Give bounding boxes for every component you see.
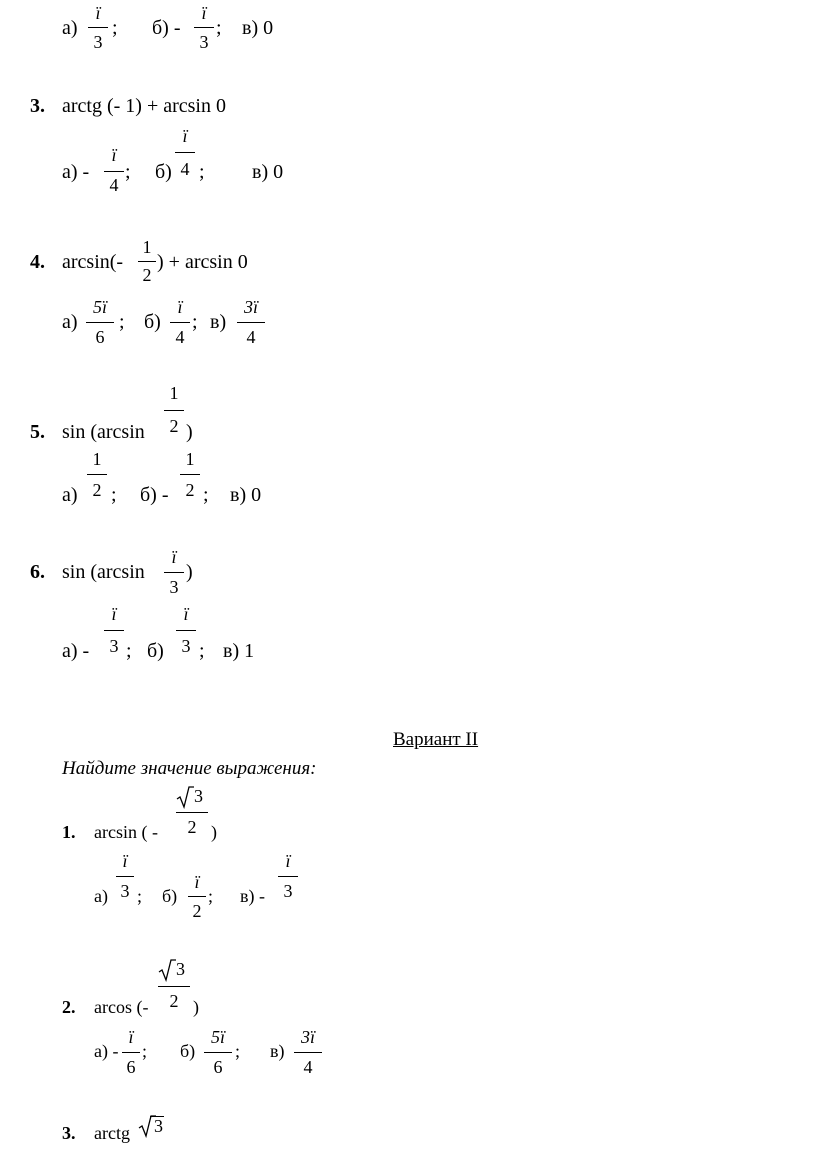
question-number: 6.	[30, 561, 45, 583]
fraction-bar	[180, 474, 200, 475]
fraction-numerator: ï	[194, 872, 200, 892]
fraction-numerator: ï	[171, 547, 177, 567]
option-a-label: а)	[94, 886, 108, 906]
question-expression-start: arctg	[94, 1123, 130, 1143]
fraction-bar	[294, 1052, 322, 1053]
fraction-numerator: 3ï	[300, 1027, 315, 1047]
fraction-numerator: 5ï	[92, 297, 107, 317]
option-separator: ;	[208, 886, 214, 906]
fraction-numerator: ï	[182, 126, 188, 146]
fraction-bar	[170, 322, 190, 323]
fraction-numerator: ï	[111, 604, 117, 624]
option-separator: ;	[125, 161, 131, 183]
fraction-denominator: 2	[169, 991, 179, 1011]
option-separator: ;	[192, 311, 198, 333]
fraction-numerator: ï	[201, 3, 207, 23]
question-expression-end: )	[186, 421, 193, 443]
fraction-numerator: 1	[185, 449, 195, 469]
option-b-label: б) -	[140, 484, 169, 506]
fraction-denominator: 4	[109, 175, 119, 195]
question-expression-start: arcsin ( -	[94, 822, 158, 842]
fraction-denominator: 2	[169, 416, 179, 436]
fraction-bar	[278, 876, 298, 877]
question-expression: arctg (- 1) + arcsin 0	[62, 95, 226, 117]
fraction-bar	[164, 572, 184, 573]
question-expression-end: )	[193, 997, 199, 1017]
fraction-bar	[158, 986, 190, 987]
option-separator: ;	[235, 1041, 241, 1061]
option-b-label: б)	[155, 161, 172, 183]
option-c-label: в) 0	[252, 161, 284, 183]
option-c-label: в) 0	[242, 17, 274, 39]
fraction-bar	[175, 152, 195, 153]
option-c-label: в) -	[240, 886, 265, 906]
question-expression-start: sin (arcsin	[62, 561, 145, 583]
radicand: 3	[154, 1116, 163, 1136]
fraction-numerator: ï	[128, 1027, 134, 1047]
fraction-denominator: 4	[303, 1057, 313, 1077]
option-separator: ;	[199, 161, 205, 183]
fraction-denominator: 6	[95, 327, 105, 347]
fraction-denominator: 6	[126, 1057, 136, 1077]
fraction-numerator: 1	[142, 237, 152, 257]
variant-title: Вариант II	[393, 729, 479, 750]
fraction-bar	[86, 322, 114, 323]
option-separator: ;	[126, 640, 132, 662]
radicand: 3	[194, 786, 203, 806]
option-separator: ;	[111, 484, 117, 506]
instruction-text: Найдите значение выражения:	[62, 758, 317, 779]
fraction-denominator: 3	[93, 32, 103, 52]
fraction-denominator: 4	[180, 159, 190, 179]
option-separator: ;	[137, 886, 143, 906]
question-number: 5.	[30, 421, 45, 443]
option-b-label: б)	[162, 886, 178, 906]
option-separator: ;	[142, 1041, 148, 1061]
fraction-numerator: 1	[92, 449, 102, 469]
fraction-denominator: 3	[283, 881, 293, 901]
fraction-denominator: 2	[187, 817, 197, 837]
fraction-bar	[176, 630, 196, 631]
fraction-numerator: ï	[122, 851, 128, 871]
option-a-label: а) -	[62, 161, 90, 183]
fraction-bar	[87, 474, 107, 475]
fraction-denominator: 3	[120, 881, 130, 901]
question-number: 3.	[62, 1123, 76, 1143]
fraction-bar	[138, 261, 156, 262]
radical-sign-icon	[158, 958, 176, 982]
option-a-label: а)	[62, 17, 78, 39]
option-separator: ;	[203, 484, 209, 506]
fraction-denominator: 2	[142, 265, 152, 285]
option-c-label: в)	[270, 1041, 285, 1061]
radicand: 3	[176, 959, 185, 979]
question-number: 2.	[62, 997, 76, 1017]
question-expression-start: arcsin(-	[62, 251, 124, 273]
fraction-denominator: 4	[246, 327, 256, 347]
option-separator: ;	[119, 311, 125, 333]
option-b-label: б)	[180, 1041, 196, 1061]
option-b-label: б)	[147, 640, 164, 662]
fraction-bar	[188, 896, 206, 897]
option-c-label: в) 1	[223, 640, 255, 662]
fraction-numerator: ï	[111, 145, 117, 165]
option-c-label: в)	[210, 311, 227, 333]
option-a-label: а)	[62, 484, 78, 506]
option-separator: ;	[112, 17, 118, 39]
option-b-label: б) -	[152, 17, 181, 39]
question-expression-start: sin (arcsin	[62, 421, 145, 443]
fraction-bar	[194, 27, 214, 28]
fraction-bar	[122, 1052, 140, 1053]
fraction-denominator: 2	[185, 480, 195, 500]
option-a-label: а) -	[94, 1041, 119, 1061]
fraction-bar	[164, 410, 184, 411]
fraction-bar	[116, 876, 134, 877]
fraction-bar	[104, 171, 124, 172]
fraction-bar	[237, 322, 265, 323]
fraction-bar	[104, 630, 124, 631]
question-expression-end: ) + arcsin 0	[157, 251, 248, 273]
fraction-numerator: 3ï	[243, 297, 258, 317]
fraction-numerator: 5ï	[210, 1027, 225, 1047]
fraction-numerator: ï	[177, 297, 183, 317]
fraction-numerator: ï	[285, 851, 291, 871]
option-c-label: в) 0	[230, 484, 262, 506]
fraction-denominator: 6	[213, 1057, 223, 1077]
fraction-denominator: 2	[92, 480, 102, 500]
fraction-denominator: 4	[175, 327, 185, 347]
option-a-label: а)	[62, 311, 78, 333]
question-number: 1.	[62, 822, 76, 842]
fraction-numerator: ï	[95, 3, 101, 23]
question-expression-end: )	[211, 822, 217, 842]
option-b-label: б)	[144, 311, 161, 333]
fraction-denominator: 3	[181, 636, 191, 656]
option-separator: ;	[216, 17, 222, 39]
fraction-denominator: 3	[199, 32, 209, 52]
option-separator: ;	[199, 640, 205, 662]
fraction-denominator: 2	[192, 901, 202, 921]
fraction-bar	[176, 812, 208, 813]
fraction-denominator: 3	[109, 636, 119, 656]
option-a-label: а) -	[62, 640, 90, 662]
question-expression-start: arcos (-	[94, 997, 149, 1017]
question-number: 4.	[30, 251, 45, 273]
fraction-bar	[204, 1052, 232, 1053]
fraction-numerator: 1	[169, 383, 179, 403]
fraction-numerator: ï	[183, 604, 189, 624]
fraction-bar	[88, 27, 108, 28]
question-expression-end: )	[186, 561, 193, 583]
question-number: 3.	[30, 95, 45, 117]
fraction-denominator: 3	[169, 577, 179, 597]
radical-sign-icon	[176, 785, 194, 809]
